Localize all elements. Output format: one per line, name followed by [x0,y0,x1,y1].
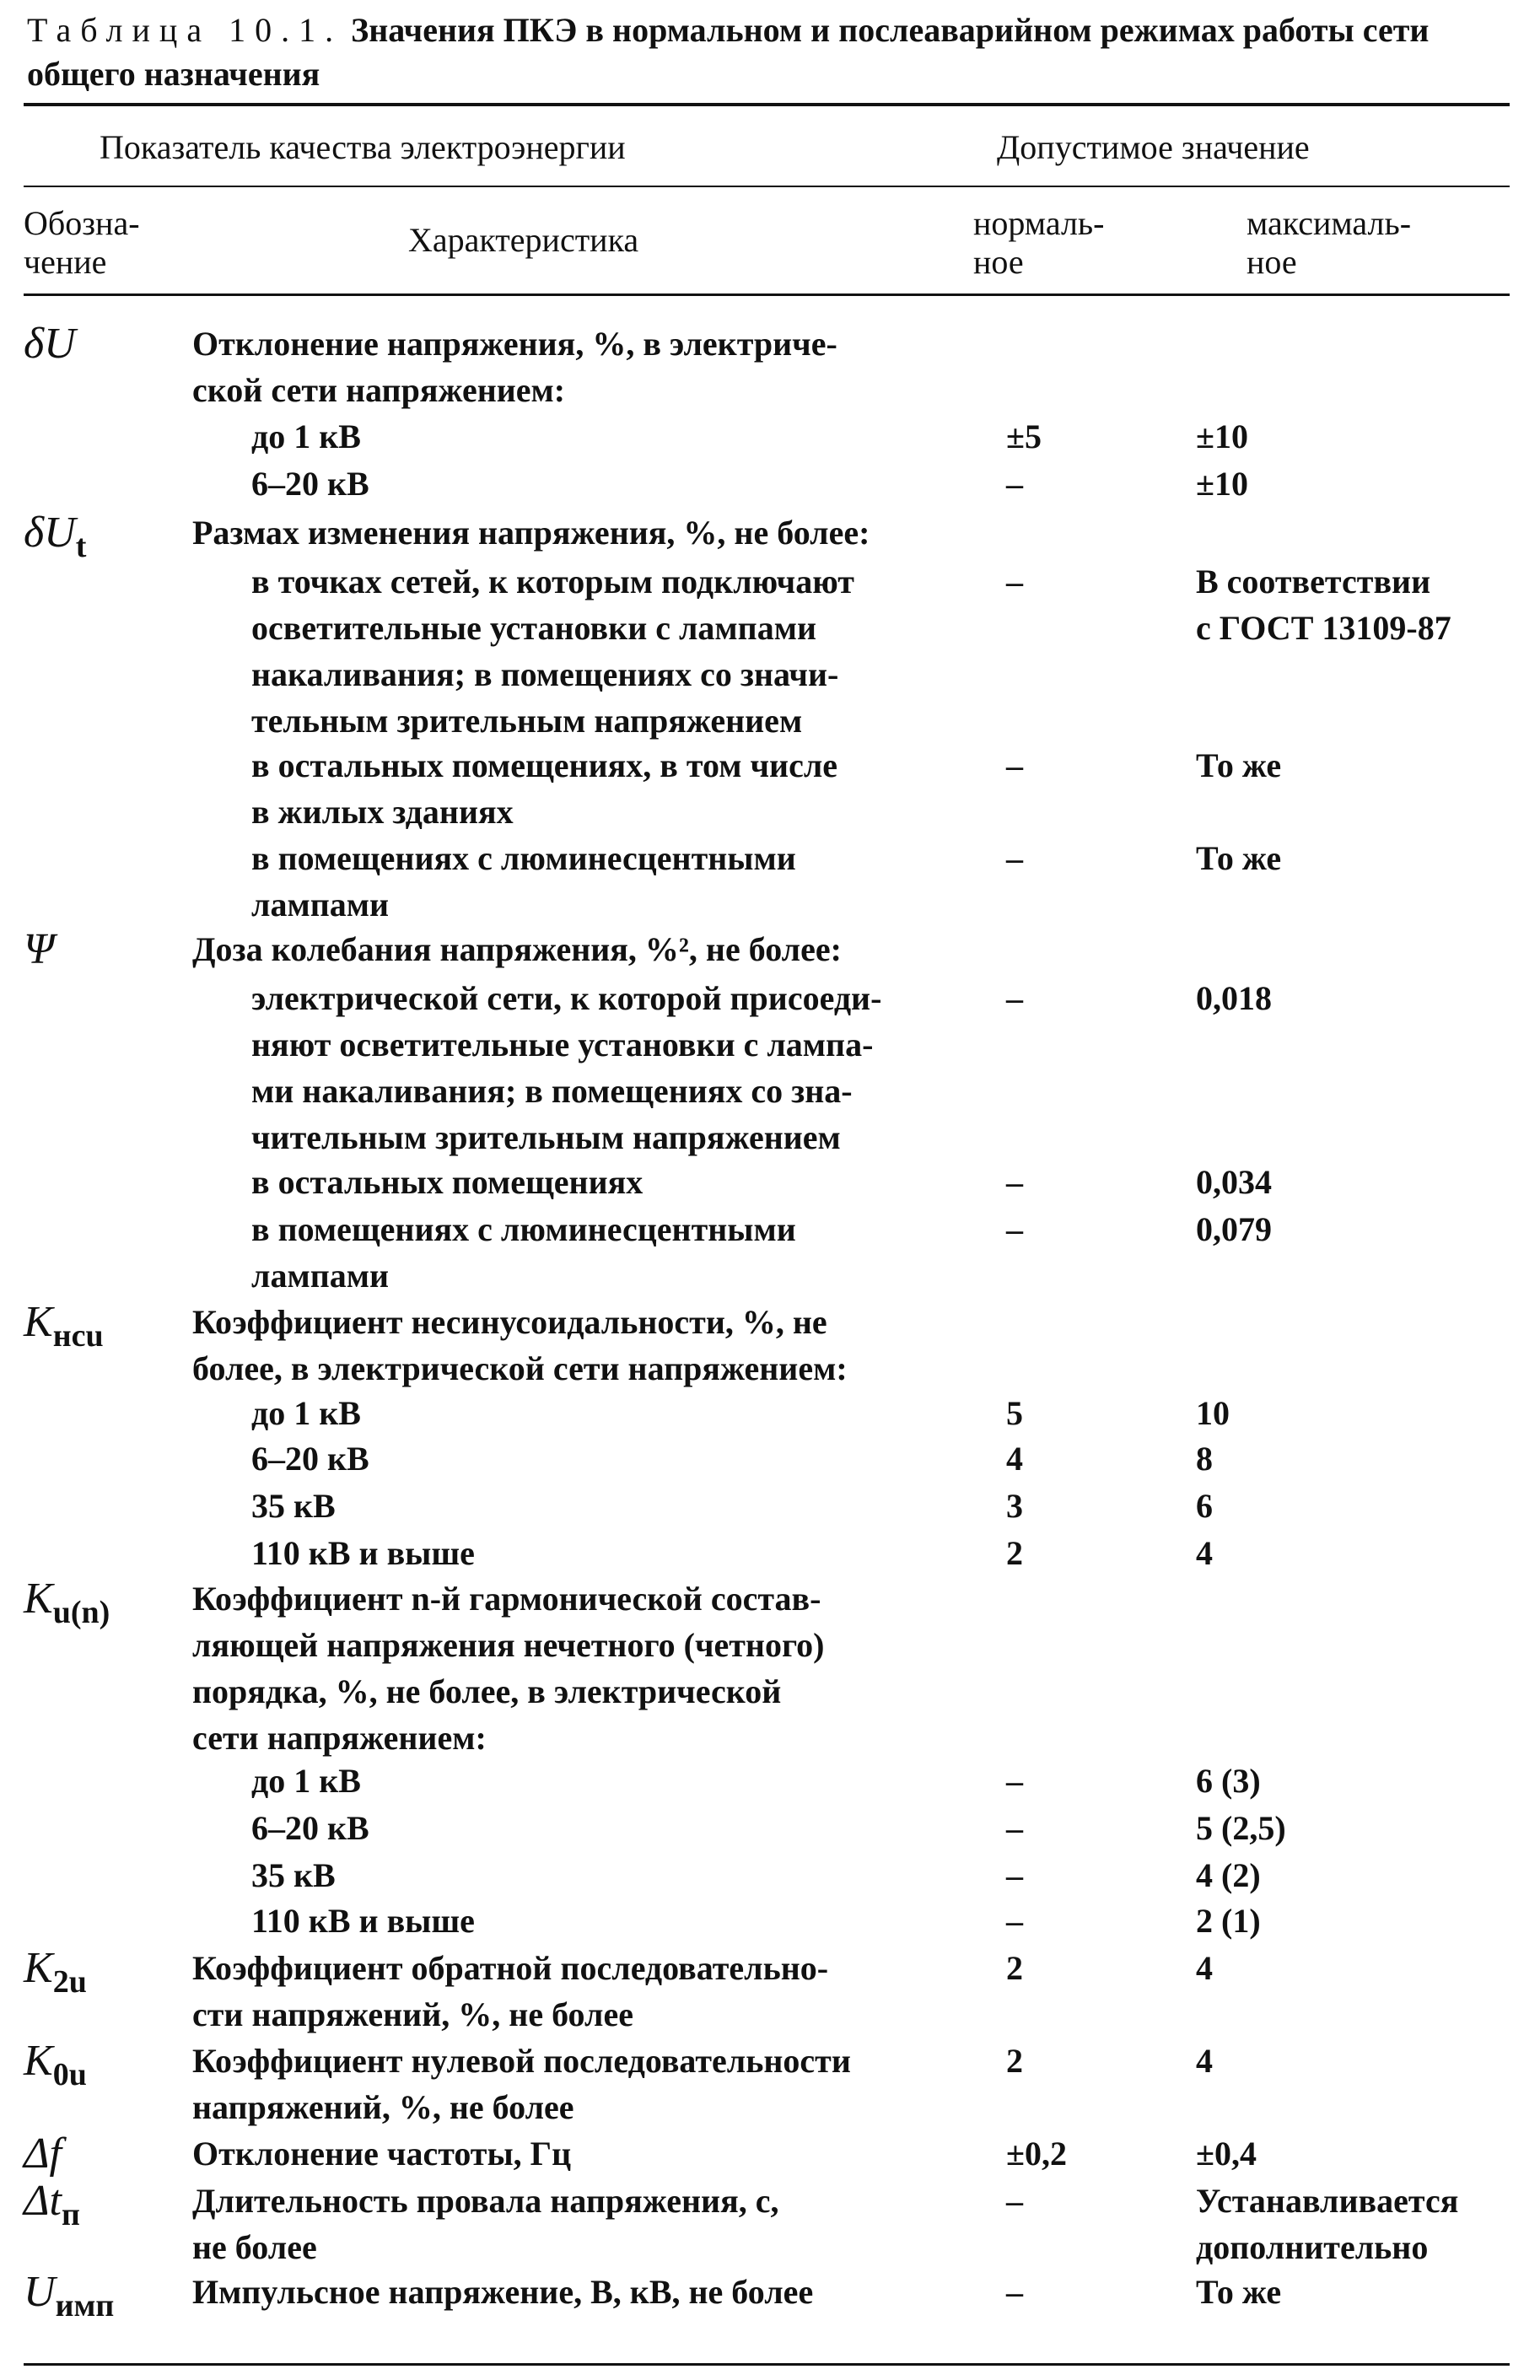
row-normal-value: 2 [1006,1534,1023,1572]
row-characteristic: Коэффициент n-й гармонической состав- ляющей напряжения нечетного (четного) порядка, %, не более, в электрической сети напряжением: [192,1580,825,1757]
body-rule [24,293,1510,296]
symbol-main: K [24,1944,53,1992]
row-characteristic: 6–20 кВ [251,1440,369,1478]
symbol-main: U [24,2268,56,2316]
bottom-rule [24,2363,1510,2366]
row-symbol [24,509,86,570]
row-symbol [24,2130,62,2178]
row-characteristic: Доза колебания напряжения, %², не более: [192,930,842,968]
symbol-subscript: имп [55,2288,115,2323]
symbol-subscript: 0u [52,2057,87,2092]
row-characteristic: 6–20 кВ [251,465,369,503]
row-characteristic: в точках сетей, к которым подключают осветительные установки с лампами накаливания; в помещениях со значи- тельным зрительным напряжением [251,563,854,740]
row-normal-value: – [1006,2273,1023,2311]
row-normal-value: – [1006,979,1023,1017]
row-normal-value: – [1006,1762,1023,1800]
row-characteristic: 35 кВ [251,1856,336,1894]
row-characteristic: Импульсное напряжение, В, кВ, не более [192,2273,814,2311]
symbol-subscript: п [61,2197,80,2232]
row-normal-value: – [1006,1809,1023,1847]
row-characteristic: в остальных помещениях, в том числе в жилых зданиях [251,746,838,831]
symbol-subscript: 2u [52,1964,87,2000]
symbol-subscript: t [75,529,87,564]
row-characteristic: до 1 кВ [251,417,361,455]
row-max-value: 4 [1196,2042,1213,2080]
row-characteristic: Отклонение частоты, Гц [192,2135,572,2173]
row-max-value: 0,079 [1196,1210,1272,1248]
row-characteristic: 35 кВ [251,1487,336,1525]
row-symbol [24,2178,80,2238]
row-max-value: 8 [1196,1440,1213,1478]
header-designation: Обозна- чение [24,204,140,281]
row-normal-value: – [1006,563,1023,600]
row-characteristic: Длительность провала напряжения, с, не более [192,2182,779,2266]
symbol-main: Δf [24,2130,62,2178]
row-characteristic: 110 кВ и выше [251,1902,475,1940]
row-normal-value: – [1006,1163,1023,1201]
row-max-value: 5 (2,5) [1196,1809,1286,1847]
symbol-subscript: u(n) [52,1595,110,1630]
row-symbol [24,926,55,973]
row-characteristic: Размах изменения напряжения, %, не более: [192,514,870,552]
row-normal-value: – [1006,1856,1023,1894]
header-normal: нормаль- ное [973,204,1105,281]
row-normal-value: – [1006,1210,1023,1248]
row-max-value: 2 (1) [1196,1902,1261,1940]
row-normal-value: 3 [1006,1487,1023,1525]
row-characteristic: Коэффициент обратной последовательно- сти напряжений, %, не более [192,1949,829,2033]
row-normal-value: 2 [1006,1949,1023,1987]
header-rule [24,186,1510,187]
row-max-value: 6 [1196,1487,1213,1525]
header-indicator: Показатель качества электроэнергии [100,128,626,166]
row-max-value: ±0,4 [1196,2135,1257,2173]
symbol-main: K [24,1575,53,1623]
row-max-value: Устанавливается дополнительно [1196,2182,1459,2266]
row-characteristic: в помещениях с люминесцентными лампами [251,1210,796,1295]
symbol-main: Δt [24,2177,62,2225]
header-characteristic: Характеристика [408,221,639,259]
row-characteristic: до 1 кВ [251,1394,361,1432]
row-normal-value: – [1006,1902,1023,1940]
row-max-value: 4 [1196,1534,1213,1572]
header-maximum: максималь- ное [1247,204,1412,281]
row-max-value: 4 (2) [1196,1856,1261,1894]
top-rule [24,103,1510,106]
row-symbol [24,1945,87,2006]
table-caption: Значения ПКЭ в нормальном и послеаварийном режимах работы сети общего назначения [27,11,1430,93]
row-normal-value: 4 [1006,1440,1023,1478]
row-normal-value: – [1006,839,1023,877]
row-max-value: 6 (3) [1196,1762,1261,1800]
row-characteristic: Коэффициент нулевой последовательности напряжений, %, не более [192,2042,851,2126]
row-max-value: В соответствии с ГОСТ 13109-87 [1196,563,1451,647]
row-characteristic: Отклонение напряжения, %, в электриче- ской сети напряжением: [192,325,837,409]
row-symbol [24,2269,114,2329]
symbol-main: δU [24,320,76,368]
row-max-value: 0,018 [1196,979,1272,1017]
row-symbol [24,1575,110,1636]
table-title [27,8,1511,96]
row-characteristic: Коэффициент несинусоидальности, %, не более, в электрической сети напряжением: [192,1303,848,1387]
row-normal-value: 5 [1006,1394,1023,1432]
row-max-value: 4 [1196,1949,1213,1987]
row-characteristic: электрической сети, к которой присоеди- няют осветительные установки с лампа- ми накаливания; в помещениях со зна- чительным зрительным напряжением [251,979,882,1156]
row-normal-value: – [1006,746,1023,784]
symbol-main: K [24,1298,53,1346]
symbol-main: δU [24,509,76,557]
row-max-value: 0,034 [1196,1163,1272,1201]
symbol-main: K [24,2037,53,2085]
row-characteristic: 110 кВ и выше [251,1534,475,1572]
row-max-value: ±10 [1196,417,1248,455]
row-max-value: То же [1196,746,1282,784]
row-max-value: То же [1196,2273,1282,2311]
row-normal-value: – [1006,2182,1023,2220]
row-symbol [24,1299,104,1360]
symbol-subscript: нсu [52,1318,104,1354]
row-normal-value: ±0,2 [1006,2135,1067,2173]
row-symbol [24,2038,87,2098]
row-characteristic: 6–20 кВ [251,1809,369,1847]
row-characteristic: в остальных помещениях [251,1163,643,1201]
symbol-main: Ψ [24,925,55,973]
row-max-value: 10 [1196,1394,1230,1432]
row-characteristic: до 1 кВ [251,1762,361,1800]
row-symbol [24,320,76,368]
row-normal-value: 2 [1006,2042,1023,2080]
row-characteristic: в помещениях с люминесцентными лампами [251,839,796,923]
row-max-value: ±10 [1196,465,1248,503]
row-max-value: То же [1196,839,1282,877]
header-allowed: Допустимое значение [997,128,1310,166]
table-number: Таблица 10.1. [27,11,343,49]
row-normal-value: ±5 [1006,417,1042,455]
row-normal-value: – [1006,465,1023,503]
